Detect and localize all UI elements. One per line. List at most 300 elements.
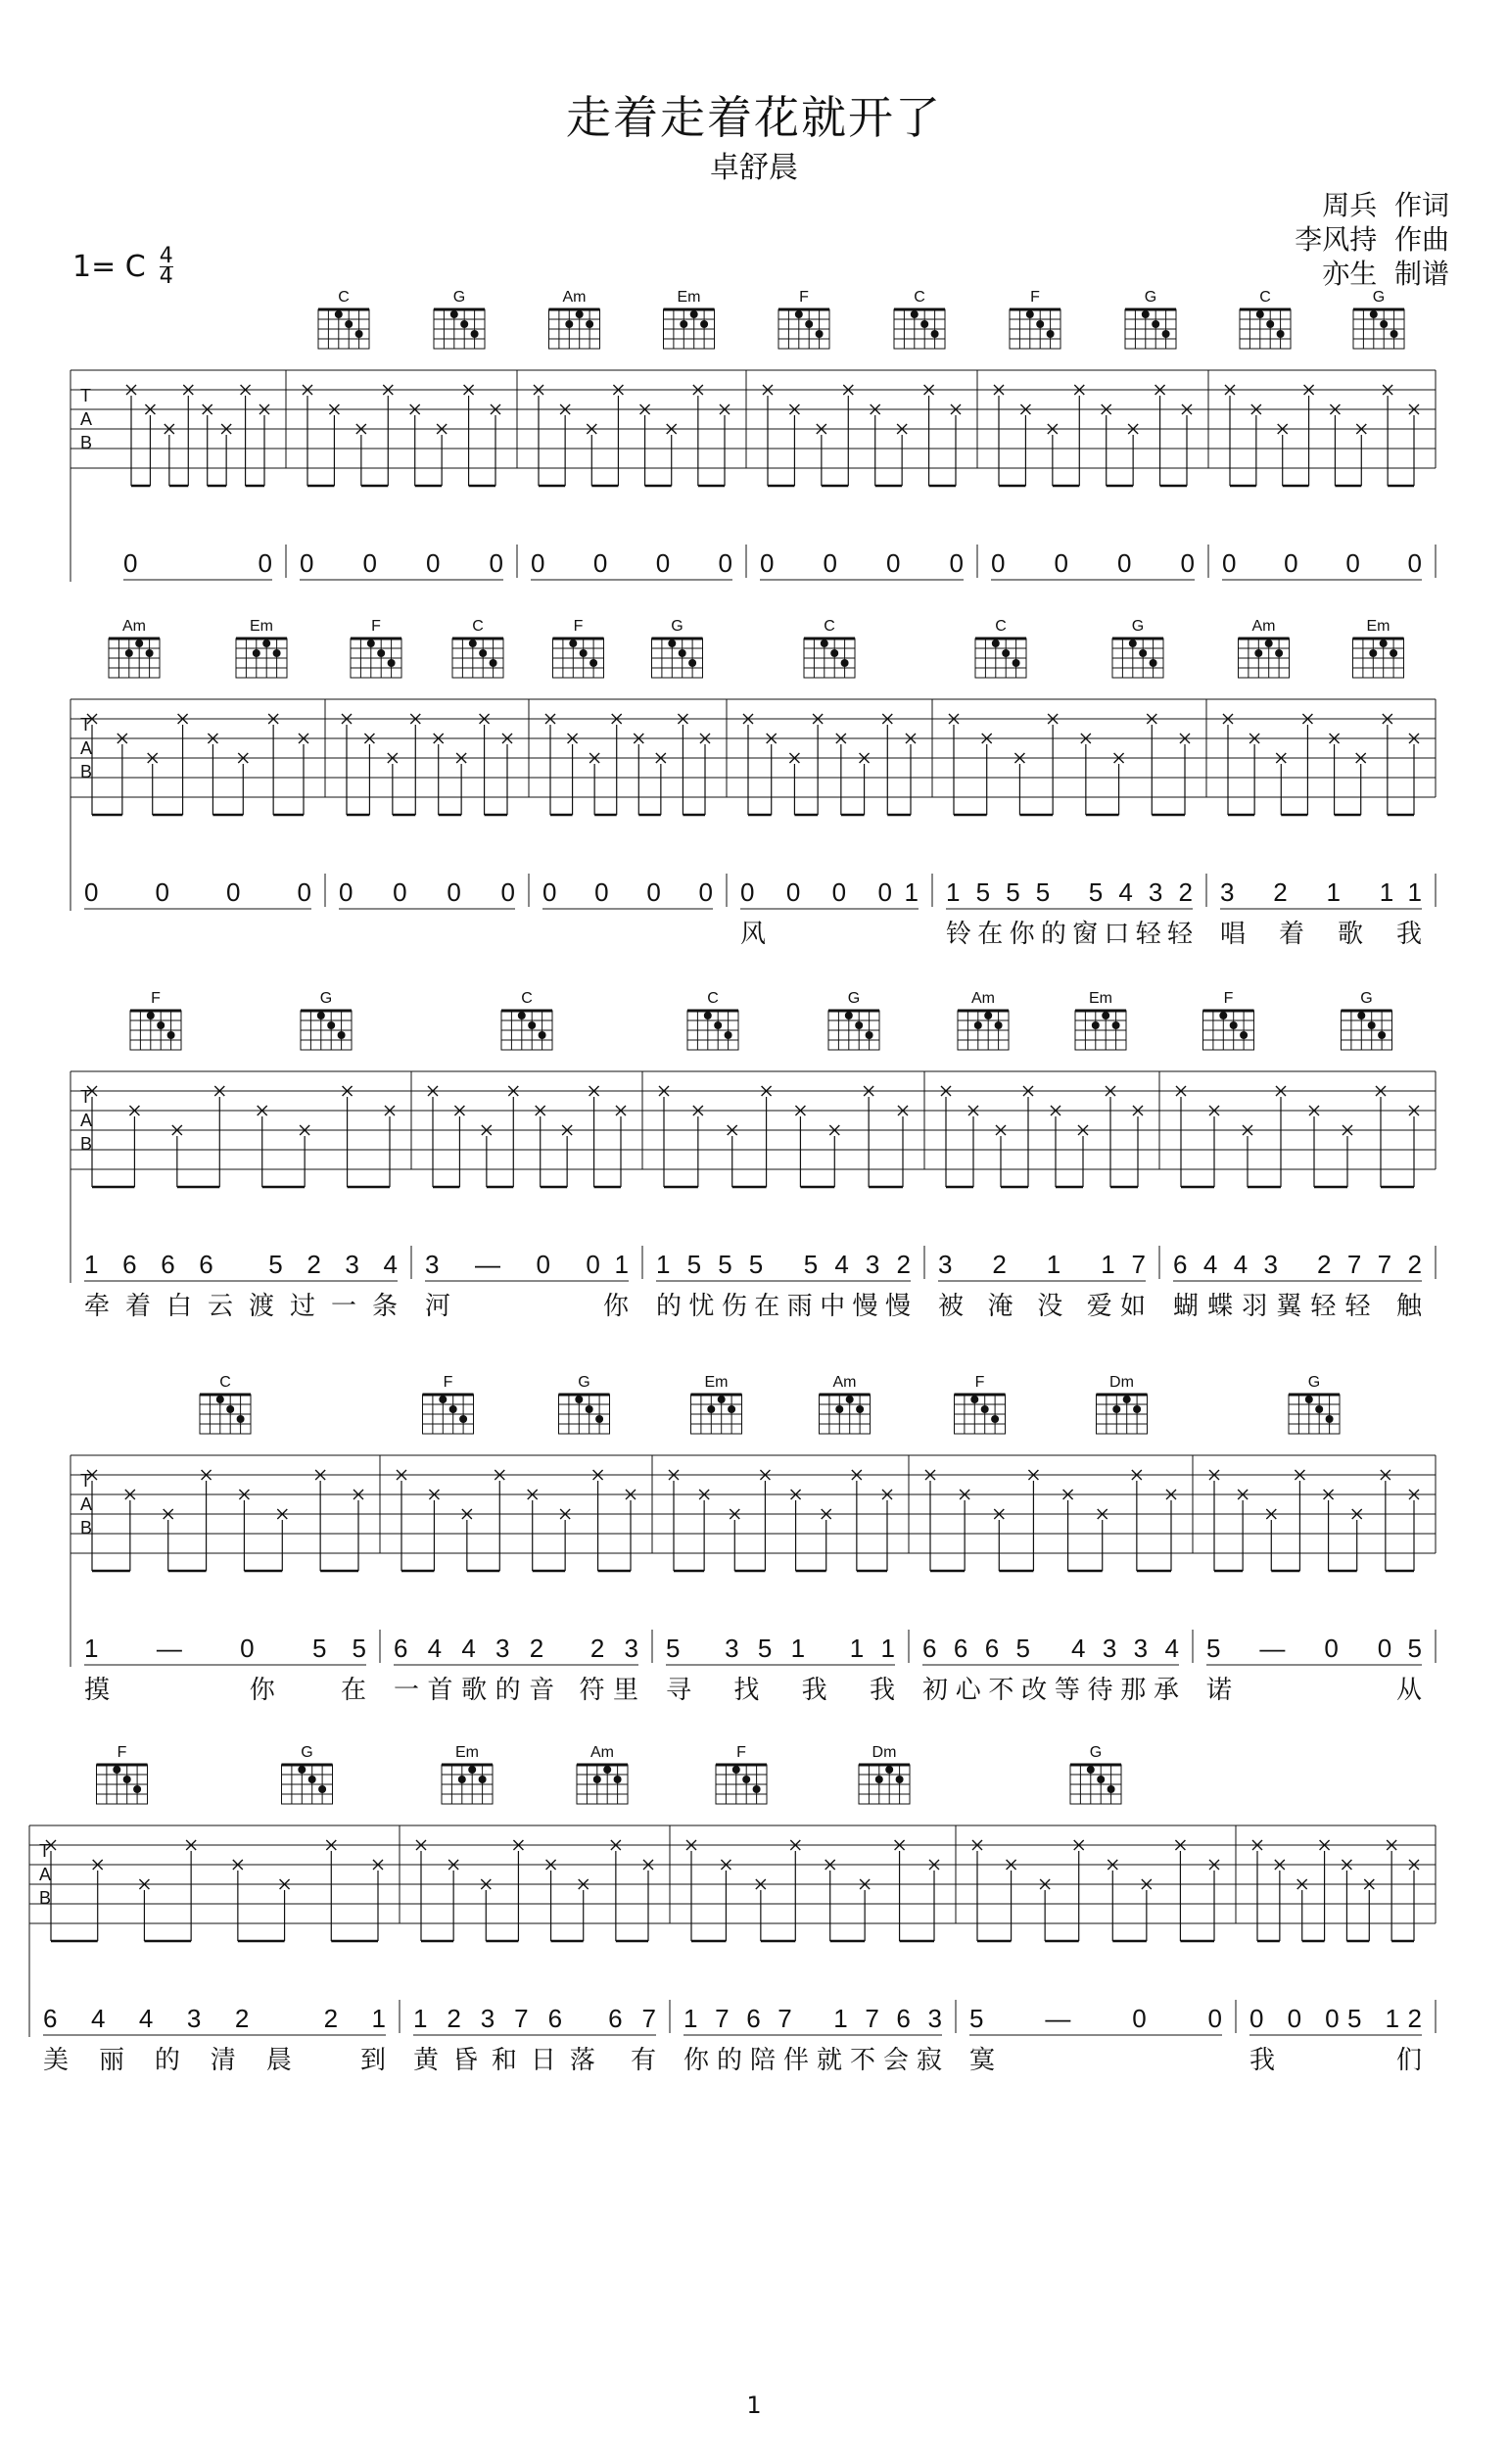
chord-name: F [736,1744,746,1761]
chord-diagram [1342,990,1392,1050]
chord-dot [167,1031,175,1039]
chord-dot [580,649,588,657]
chord-dot [216,1396,224,1403]
chord-dot [1369,649,1377,657]
numbered-notes: 3 2 1 11 [1220,877,1422,907]
score-system [0,613,1508,985]
tab-clef-letter: A [80,409,93,429]
chord-dot [821,640,828,647]
system-svg [0,1739,1508,2111]
chord-diagram [434,289,485,349]
chord-name: G [319,990,333,1007]
chord-dot [795,310,803,318]
lyrics: 摸 你在 [84,1676,366,1705]
chord-dot [1013,659,1020,667]
chord-dot [1370,310,1378,318]
chord-dot [680,320,687,328]
tab-clef [80,715,92,782]
system-svg [0,1369,1508,1741]
chord-dot [707,1405,715,1413]
numbered-notes: 0 0 0 0 [84,877,311,907]
chord-dot [1102,1012,1109,1019]
chord-dot [1097,1776,1105,1783]
numbered-notes: 0 0 0 0 [531,548,732,578]
chord-dot [569,640,577,647]
chord-name: G [1144,289,1157,306]
chord-dot [1390,649,1397,657]
chord-dot [1305,1396,1313,1403]
chord-dot [1265,640,1273,647]
chord-dot [679,649,686,657]
chord-diagram [958,990,1009,1050]
tab-clef-letter: T [80,1087,91,1107]
numbered-notes: 0 0 0 0 [991,548,1195,578]
chord-dot [469,640,477,647]
chord-name: F [371,618,381,635]
chord-dot [273,649,281,657]
chord-name: G [578,1374,590,1391]
chord-diagram [1203,990,1254,1050]
tab-clef-letter: T [80,386,91,405]
score-system [0,284,1508,656]
chord-diagram [282,1744,333,1804]
chord-dot [688,659,696,667]
chord-name: Am [971,990,995,1007]
chord-dot [1256,310,1264,318]
chord-dot [855,1021,863,1029]
chord-dot [355,330,363,338]
chord-diagram [955,1374,1006,1434]
chord-diagram [1075,990,1126,1050]
composer-credit: 李风持 作曲 [1295,223,1449,256]
chord-name: Dm [1109,1374,1134,1391]
chord-dot [991,1415,999,1423]
chord-dot [1092,1021,1100,1029]
numbered-notes: 3 2 1 17 [938,1250,1146,1279]
chord-dot [593,1776,601,1783]
chord-dot [439,1396,447,1403]
chord-dot [518,1012,526,1019]
tab-clef [39,1841,51,1908]
lyrics: 铃在你的窗口轻轻 [946,920,1193,949]
chord-dot [1219,1012,1227,1019]
chord-dot [586,1405,593,1413]
numbered-notes: 3 — 0 01 [425,1250,629,1279]
chord-dot [668,640,676,647]
chord-dot [1036,320,1044,328]
chord-name: F [1223,990,1234,1007]
chord-dot [317,1012,325,1019]
chord-dot [327,1021,335,1029]
chord-diagram [577,1744,628,1804]
chord-name: Em [704,1374,729,1391]
chord-dot [589,659,597,667]
tab-clef-letter: A [39,1865,52,1884]
lyricist-credit: 周兵 作词 [1322,189,1449,221]
chord-dot [1380,320,1388,328]
chord-name: F [799,289,809,306]
chord-dot [1139,649,1147,657]
lyrics: 诺 从 [1206,1676,1422,1705]
chord-dot [1133,1405,1141,1413]
chord-dot [995,1021,1003,1029]
credits [1295,188,1449,291]
chord-dot [479,649,487,657]
chord-dot [1112,1021,1120,1029]
chord-dot [714,1021,722,1029]
chord-dot [345,320,353,328]
numbered-notes: 5 — 0 05 [1206,1634,1422,1663]
chord-diagram [200,1374,251,1434]
chord-name: C [521,990,533,1007]
score-system [0,985,1508,1357]
chord-diagram [652,618,703,678]
lyrics: 你的陪伴就不会寂 [683,2046,942,2075]
chord-diagram [1240,289,1291,349]
chord-dot [728,1405,735,1413]
chord-diagram [559,1374,610,1434]
chord-dot [984,1012,992,1019]
lyrics: 被 淹 没 爱如 [938,1292,1146,1321]
numbered-notes: 5 — 0 0 [969,2004,1222,2033]
key-label: 1= C [72,250,146,284]
numbered-notes: 0 0 0 0 [542,877,713,907]
chord-dot [458,1776,466,1783]
chord-dot [1315,1405,1323,1413]
lyrics: 唱 着 歌 我 [1220,920,1422,949]
chord-name: G [1372,289,1386,306]
system-svg [0,985,1508,1357]
chord-diagram [97,1744,148,1804]
chord-name: C [219,1374,231,1391]
chord-name: G [1360,990,1373,1007]
chord-dot [974,1021,982,1029]
chord-dot [1026,310,1034,318]
chord-dot [805,320,813,328]
chord-name: C [1259,289,1271,306]
chord-diagram [452,618,503,678]
chord-dot [575,1396,583,1403]
chord-dot [298,1766,306,1774]
chord-dot [1357,1012,1365,1019]
chord-diagram [894,289,945,349]
chord-dot [704,1012,712,1019]
chord-diagram [1112,618,1163,678]
chord-name: G [671,618,683,635]
lyrics: 黄昏和日落 有 [413,2046,656,2075]
artist-name: 卓舒晨 [710,151,798,185]
chord-dot [147,1012,155,1019]
numbered-notes: 0 0 0 01 [740,877,919,907]
lyrics: 寞 [969,2046,996,2075]
chord-dot [318,1785,326,1793]
chord-dot [835,1405,843,1413]
chord-dot [856,1405,864,1413]
numbered-notes: 0 0 [123,548,272,578]
chord-name: C [338,289,350,306]
chord-diagram [301,990,352,1050]
time-signature [159,244,173,289]
numbered-notes: 1555 5432 [946,877,1193,907]
tab-clef-letter: B [80,1134,93,1154]
chord-dot [846,1396,854,1403]
numbered-notes: 12376 67 [413,2004,656,2033]
key-signature [72,244,173,289]
chord-name: F [443,1374,453,1391]
chord-diagram [1239,618,1290,678]
chord-dot [1002,649,1010,657]
chord-name: Am [122,618,146,635]
chord-diagram [820,1374,871,1434]
tab-clef-letter: T [39,1841,50,1861]
chord-diagram [553,618,604,678]
chord-name: F [573,618,584,635]
song-title: 走着走着花就开了 [566,91,942,144]
chord-dot [885,1766,893,1774]
chord-dot [1277,330,1285,338]
chord-dot [753,1785,761,1793]
chord-diagram [351,618,401,678]
chord-dot [335,310,343,318]
chord-dot [992,640,1000,647]
chord-dot [718,1396,726,1403]
numbered-notes: 1767 1763 [683,2004,942,2033]
chord-dot [449,1405,457,1413]
chord-dot [1047,330,1055,338]
numbered-notes: 0 0 0 0 [339,877,515,907]
lyrics: 一首歌的音 符里 [394,1676,638,1705]
chord-dot [146,649,154,657]
chord-diagram [975,618,1026,678]
chord-dot [367,640,375,647]
chord-diagram [1125,289,1176,349]
chord-dot [981,1405,989,1413]
chord-name: F [1030,289,1040,306]
chord-dot [920,320,928,328]
chord-name: F [117,1744,127,1761]
chord-diagram [859,1744,910,1804]
numbered-notes: 0 0 0 0 [1222,548,1422,578]
system-svg [0,613,1508,985]
chord-diagram [1353,618,1404,678]
chord-name: Em [250,618,273,635]
chord-dot [1254,649,1262,657]
numbered-notes: 0 0 05 12 [1249,2004,1422,2033]
chord-dot [1112,1405,1120,1413]
chord-dot [308,1776,316,1783]
chord-dot [911,310,919,318]
tab-clef-letter: T [80,1471,91,1491]
chord-dot [595,1415,603,1423]
lyrics: 美丽的清晨 到 [43,2046,386,2075]
chord-dot [226,1405,234,1413]
numbered-notes: 5 351 11 [666,1634,895,1663]
chord-name: Em [1366,618,1390,635]
chord-dot [125,649,133,657]
tab-clef [80,1087,92,1154]
chord-dot [338,1031,346,1039]
chord-dot [1087,1766,1095,1774]
page-number: 1 [746,2392,762,2419]
chord-dot [1368,1021,1376,1029]
chord-name: F [151,990,161,1007]
chord-name: C [995,618,1007,635]
lyrics: 寻 找 我 我 [666,1676,895,1705]
chord-dot [1240,1031,1248,1039]
chord-dot [460,320,468,328]
chord-diagram [501,990,552,1050]
chord-diagram [318,289,369,349]
chord-name: G [847,990,861,1007]
chord-name: Em [1089,990,1112,1007]
chord-dot [576,310,584,318]
chord-diagram [687,990,738,1050]
chord-dot [700,320,708,328]
chord-name: C [472,618,484,635]
chord-name: Am [1251,618,1276,635]
chord-dot [388,659,396,667]
chord-dot [113,1766,120,1774]
numbered-notes: 64432 23 [394,1634,638,1663]
chord-name: G [1131,618,1145,635]
tab-clef-letter: T [80,715,91,734]
chord-name: C [707,990,719,1007]
chord-dot [1162,330,1170,338]
chord-dot [490,659,497,667]
tab-clef-letter: A [80,738,93,758]
chord-diagram [109,618,160,678]
chord-dot [468,1766,476,1774]
tab-clef-letter: B [80,433,93,452]
chord-dot [586,320,593,328]
chord-dot [133,1785,141,1793]
chord-diagram [778,289,829,349]
chord-dot [866,1031,873,1039]
lyrics: 牵着白云渡过一条 [84,1292,398,1321]
chord-dot [237,1415,245,1423]
numbered-notes: 0 0 0 0 [760,548,964,578]
chord-dot [1152,320,1159,328]
chord-dot [479,1776,487,1783]
time-signature-top: 4 [159,244,173,268]
chord-diagram [1097,1374,1148,1434]
chord-dot [262,640,270,647]
chord-name: Em [677,289,701,306]
chord-name: Em [455,1744,479,1761]
chord-dot [157,1021,165,1029]
chord-dot [565,320,573,328]
chord-dot [931,330,939,338]
chord-name: G [1089,1744,1103,1761]
lyrics: 蝴蝶羽翼轻轻 触 [1173,1292,1422,1321]
chord-diagram [1070,1744,1121,1804]
chord-dot [816,330,824,338]
chord-diagram [1010,289,1060,349]
chord-dot [690,310,698,318]
lyrics: 风 [740,920,767,949]
chord-dot [1107,1785,1115,1793]
chord-dot [970,1396,978,1403]
chord-dot [539,1031,546,1039]
score-system [0,1739,1508,2111]
chord-diagram [549,289,600,349]
chord-dot [450,310,458,318]
chord-dot [841,659,849,667]
chord-diagram [423,1374,474,1434]
chord-name: C [914,289,925,306]
chord-name: G [301,1744,313,1761]
chord-dot [377,649,385,657]
chord-diagram [664,289,715,349]
lyrics: 我们 [1249,2046,1422,2075]
time-signature-bottom: 4 [159,264,173,289]
tab-clef [80,1471,92,1538]
numbered-notes: 1666 5234 [84,1250,398,1279]
chord-dot [725,1031,732,1039]
chord-dot [742,1776,750,1783]
chord-diagram [130,990,181,1050]
tab-clef-letter: A [80,1111,93,1130]
chord-diagram [691,1374,742,1434]
chord-dot [1150,659,1157,667]
numbered-notes: 1555 5432 [656,1250,911,1279]
chord-diagram [804,618,855,678]
chord-dot [896,1776,904,1783]
chord-dot [1142,310,1150,318]
chord-diagram [1353,289,1404,349]
chord-diagram [442,1744,493,1804]
numbered-notes: 0 0 0 0 [300,548,503,578]
numbered-notes: 1 — 0 55 [84,1634,366,1663]
chord-diagram [828,990,879,1050]
chord-dot [603,1766,611,1774]
chord-dot [1390,330,1398,338]
lyrics: 的忧伤在雨中慢慢 [656,1292,911,1321]
transcriber-credit: 亦生 制谱 [1322,258,1449,290]
chord-name: G [452,289,466,306]
chord-name: C [824,618,835,635]
chord-dot [875,1776,883,1783]
numbered-notes: 6443 2772 [1173,1250,1422,1279]
chord-dot [1275,649,1283,657]
chord-name: Am [590,1744,614,1761]
chord-name: Am [832,1374,857,1391]
chord-diagram [1289,1374,1340,1434]
chord-dot [253,649,260,657]
tab-clef-letter: B [80,1518,93,1538]
lyrics: 初心不改等待那承 [922,1676,1179,1705]
chord-name: G [1307,1374,1321,1391]
chord-dot [1230,1021,1238,1029]
tab-clef-letter: B [39,1888,52,1908]
chord-name: F [974,1374,985,1391]
chord-dot [1123,1396,1131,1403]
chord-dot [1129,640,1137,647]
chord-name: Dm [872,1744,897,1761]
chord-dot [732,1766,740,1774]
chord-dot [123,1776,131,1783]
chord-dot [1326,1415,1334,1423]
chord-dot [845,1012,853,1019]
tab-clef-letter: A [80,1494,93,1514]
chord-dot [614,1776,622,1783]
chord-dot [135,640,143,647]
chord-dot [1380,640,1388,647]
system-svg [0,284,1508,656]
numbered-notes: 64432 21 [43,2004,386,2033]
numbered-notes: 6665 4334 [922,1634,1179,1663]
chord-dot [528,1021,536,1029]
